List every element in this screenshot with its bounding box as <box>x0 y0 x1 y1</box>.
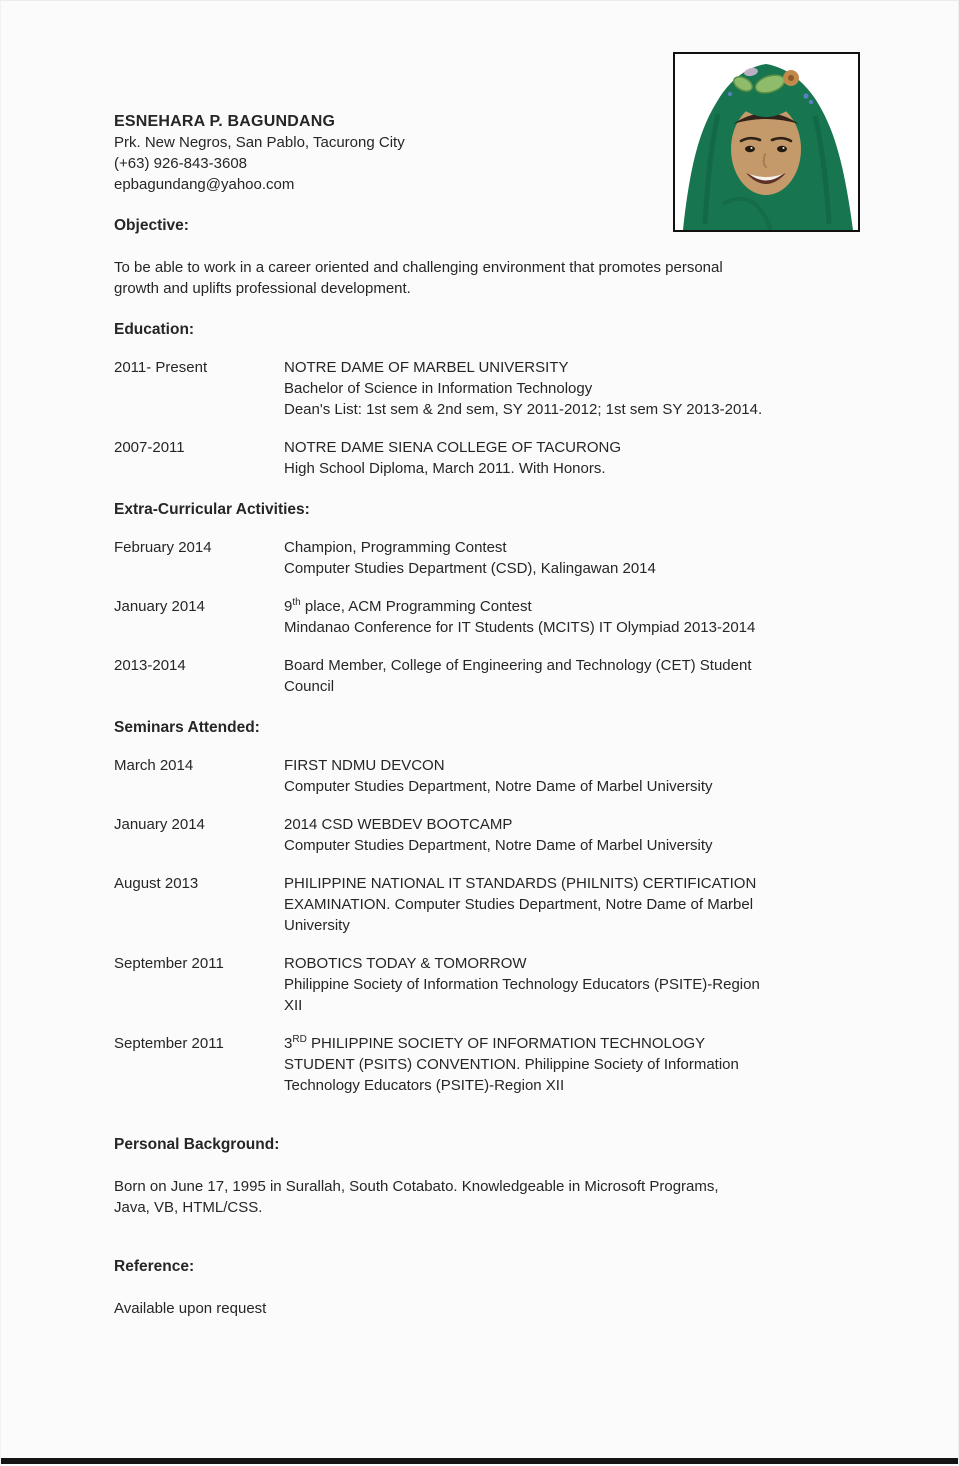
entry-date: 2007-2011 <box>114 439 185 456</box>
entry-row <box>114 357 884 420</box>
text-line: Technology Educators (PSITE)-Region XII <box>284 1077 565 1094</box>
entry-desc <box>284 357 884 420</box>
entry-date: 2011- Present <box>114 359 208 376</box>
entry-row <box>114 1033 884 1096</box>
text-line: NOTRE DAME OF MARBEL UNIVERSITY <box>284 359 569 376</box>
entry-desc <box>284 953 884 1016</box>
entry-row <box>114 814 884 856</box>
entry-desc <box>284 655 884 697</box>
text-line: XII <box>284 997 303 1014</box>
entry-desc <box>284 755 884 797</box>
text-line: Computer Studies Department, Notre Dame of Marbel University <box>284 778 713 795</box>
entry-row <box>114 755 884 797</box>
section-heading-personal: Personal Background: <box>114 1136 280 1153</box>
section-heading-education: Education: <box>114 321 195 338</box>
text-line: Bachelor of Science in Information Technology <box>284 380 593 397</box>
entry-row <box>114 437 884 479</box>
bead-decoration <box>728 92 732 96</box>
entry-desc <box>284 1033 884 1096</box>
text-line: ROBOTICS TODAY & TOMORROW <box>284 955 527 972</box>
entry-desc <box>284 437 884 479</box>
text-line: growth and uplifts professional development. <box>114 280 411 297</box>
entry-desc <box>284 596 884 638</box>
entry-date: August 2013 <box>114 875 199 892</box>
person-name: ESNEHARA P. BAGUNDANG <box>114 113 336 130</box>
text-line: Dean's List: 1st sem & 2nd sem, SY 2011-2012; 1st sem SY 2013-2014. <box>284 401 763 418</box>
text-line: Champion, Programming Contest <box>284 539 507 556</box>
entry-row <box>114 596 884 638</box>
text-line: Board Member, College of Engineering and Technology (CET) Student <box>284 657 752 674</box>
entry-date: September 2011 <box>114 1035 224 1052</box>
section-heading-reference: Reference: <box>114 1258 195 1275</box>
phone-line: (+63) 926-843-3608 <box>114 155 248 172</box>
email-line: epbagundang@yahoo.com <box>114 176 295 193</box>
text-line: NOTRE DAME SIENA COLLEGE OF TACURONG <box>284 439 622 456</box>
section-heading-seminars: Seminars Attended: <box>114 719 260 736</box>
entry-row <box>114 537 884 579</box>
page-bottom-edge <box>1 1458 958 1464</box>
text-line: 3RD PHILIPPINE SOCIETY OF INFORMATION TECHNOLOGY <box>284 1034 706 1052</box>
text-line: Council <box>284 678 335 695</box>
text-line: Philippine Society of Information Technology Educators (PSITE)-Region <box>284 976 760 993</box>
text-line: Computer Studies Department (CSD), Kalingawan 2014 <box>284 560 656 577</box>
text-line: University <box>284 917 350 934</box>
address-line: Prk. New Negros, San Pablo, Tacurong City <box>114 134 405 151</box>
entry-desc <box>284 814 884 856</box>
section-text-reference <box>114 1298 884 1319</box>
entry-date: January 2014 <box>114 816 205 833</box>
resume-content <box>114 111 884 1319</box>
text-line: Java, VB, HTML/CSS. <box>114 1199 263 1216</box>
entry-date: September 2011 <box>114 955 224 972</box>
text-line: Mindanao Conference for IT Students (MCITS) IT Olympiad 2013-2014 <box>284 619 756 636</box>
text-line: FIRST NDMU DEVCON <box>284 757 445 774</box>
entry-row <box>114 873 884 936</box>
entry-date: 2013-2014 <box>114 657 186 674</box>
text-line: PHILIPPINE NATIONAL IT STANDARDS (PHILNITS) CERTIFICATION <box>284 875 757 892</box>
sections <box>114 215 884 1319</box>
text-line: EXAMINATION. Computer Studies Department, Notre Dame of Marbel <box>284 896 754 913</box>
contact-header <box>114 111 884 195</box>
entry-date: January 2014 <box>114 598 205 615</box>
text-line: Born on June 17, 1995 in Surallah, South Cotabato. Knowledgeable in Microsoft Programs, <box>114 1178 719 1195</box>
entry-row <box>114 953 884 1016</box>
flower-center <box>788 75 794 81</box>
section-heading-extracurricular: Extra-Curricular Activities: <box>114 501 310 518</box>
text-line: 9th place, ACM Programming Contest <box>284 597 532 615</box>
text-line: To be able to work in a career oriented and challenging environment that promotes personal <box>114 259 723 276</box>
entry-row <box>114 655 884 697</box>
entry-date: March 2014 <box>114 757 194 774</box>
text-line: Available upon request <box>114 1300 267 1317</box>
entry-desc <box>284 873 884 936</box>
section-text-personal <box>114 1176 884 1218</box>
text-line: High School Diploma, March 2011. With Honors. <box>284 460 606 477</box>
entry-date: February 2014 <box>114 539 212 556</box>
entry-desc <box>284 537 884 579</box>
text-line: 2014 CSD WEBDEV BOOTCAMP <box>284 816 513 833</box>
bead-decoration <box>803 93 808 98</box>
section-text-objective <box>114 257 884 299</box>
text-line: Computer Studies Department, Notre Dame of Marbel University <box>284 837 713 854</box>
text-line: STUDENT (PSITS) CONVENTION. Philippine Society of Information <box>284 1056 739 1073</box>
bead-decoration <box>809 100 813 104</box>
section-heading-objective: Objective: <box>114 217 189 234</box>
